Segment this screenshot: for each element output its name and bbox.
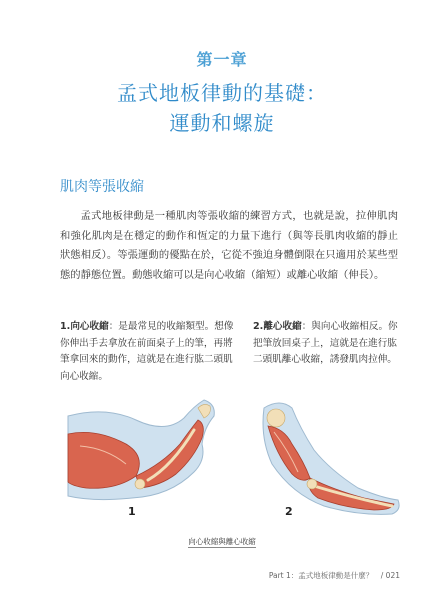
chapter-title-line2: 運動和螺旋 xyxy=(169,111,275,135)
chapter-label: 第一章 xyxy=(196,50,248,69)
section-heading: 肌肉等張收縮 xyxy=(60,179,144,195)
list-item-eccentric xyxy=(253,319,401,369)
item-number: 1. xyxy=(60,321,71,332)
bent-arm-illustration xyxy=(66,398,218,502)
body-paragraph: 孟式地板律動是一種肌肉等張收縮的練習方式，也就是說，拉伸肌肉和強化肌肉是在穩定的動作和恆定的力量下進行（與等長肌肉收縮的靜止狀態相反）。等張運動的優點在於，它從不強迫身體倒限在只適用於某些型態的靜態位置。動態收縮可以是向心收縮（縮短）或離心收縮（伸長）。 xyxy=(60,210,398,281)
figure-caption xyxy=(0,536,444,547)
item-description: ：是最常見的收縮類型。想像你伸出手去拿放在前面桌子上的筆，再將筆拿回來的動作，這就是在進行肱二頭肌向心收縮。 xyxy=(60,321,234,382)
list-item-concentric xyxy=(60,319,238,385)
chapter-title-line1: 孟式地板律動的基礎： xyxy=(117,81,327,105)
item-description: ：與向心收縮相反。你把筆放回桌子上，這就是在進行肱二頭肌離心收縮，誘發肌肉拉伸。 xyxy=(253,321,398,365)
figure-label: 2 xyxy=(285,505,293,518)
item-number: 2. xyxy=(253,321,264,332)
item-term: 離心收縮 xyxy=(263,321,302,332)
caption-text: 向心收縮與離心收縮 xyxy=(188,537,256,546)
figure-label: 1 xyxy=(128,505,136,518)
page-footer: Part 1：孟式地板律動是什麼？ / 021 xyxy=(268,571,400,580)
extended-arm-illustration xyxy=(254,398,402,518)
item-term: 向心收縮 xyxy=(70,321,109,332)
